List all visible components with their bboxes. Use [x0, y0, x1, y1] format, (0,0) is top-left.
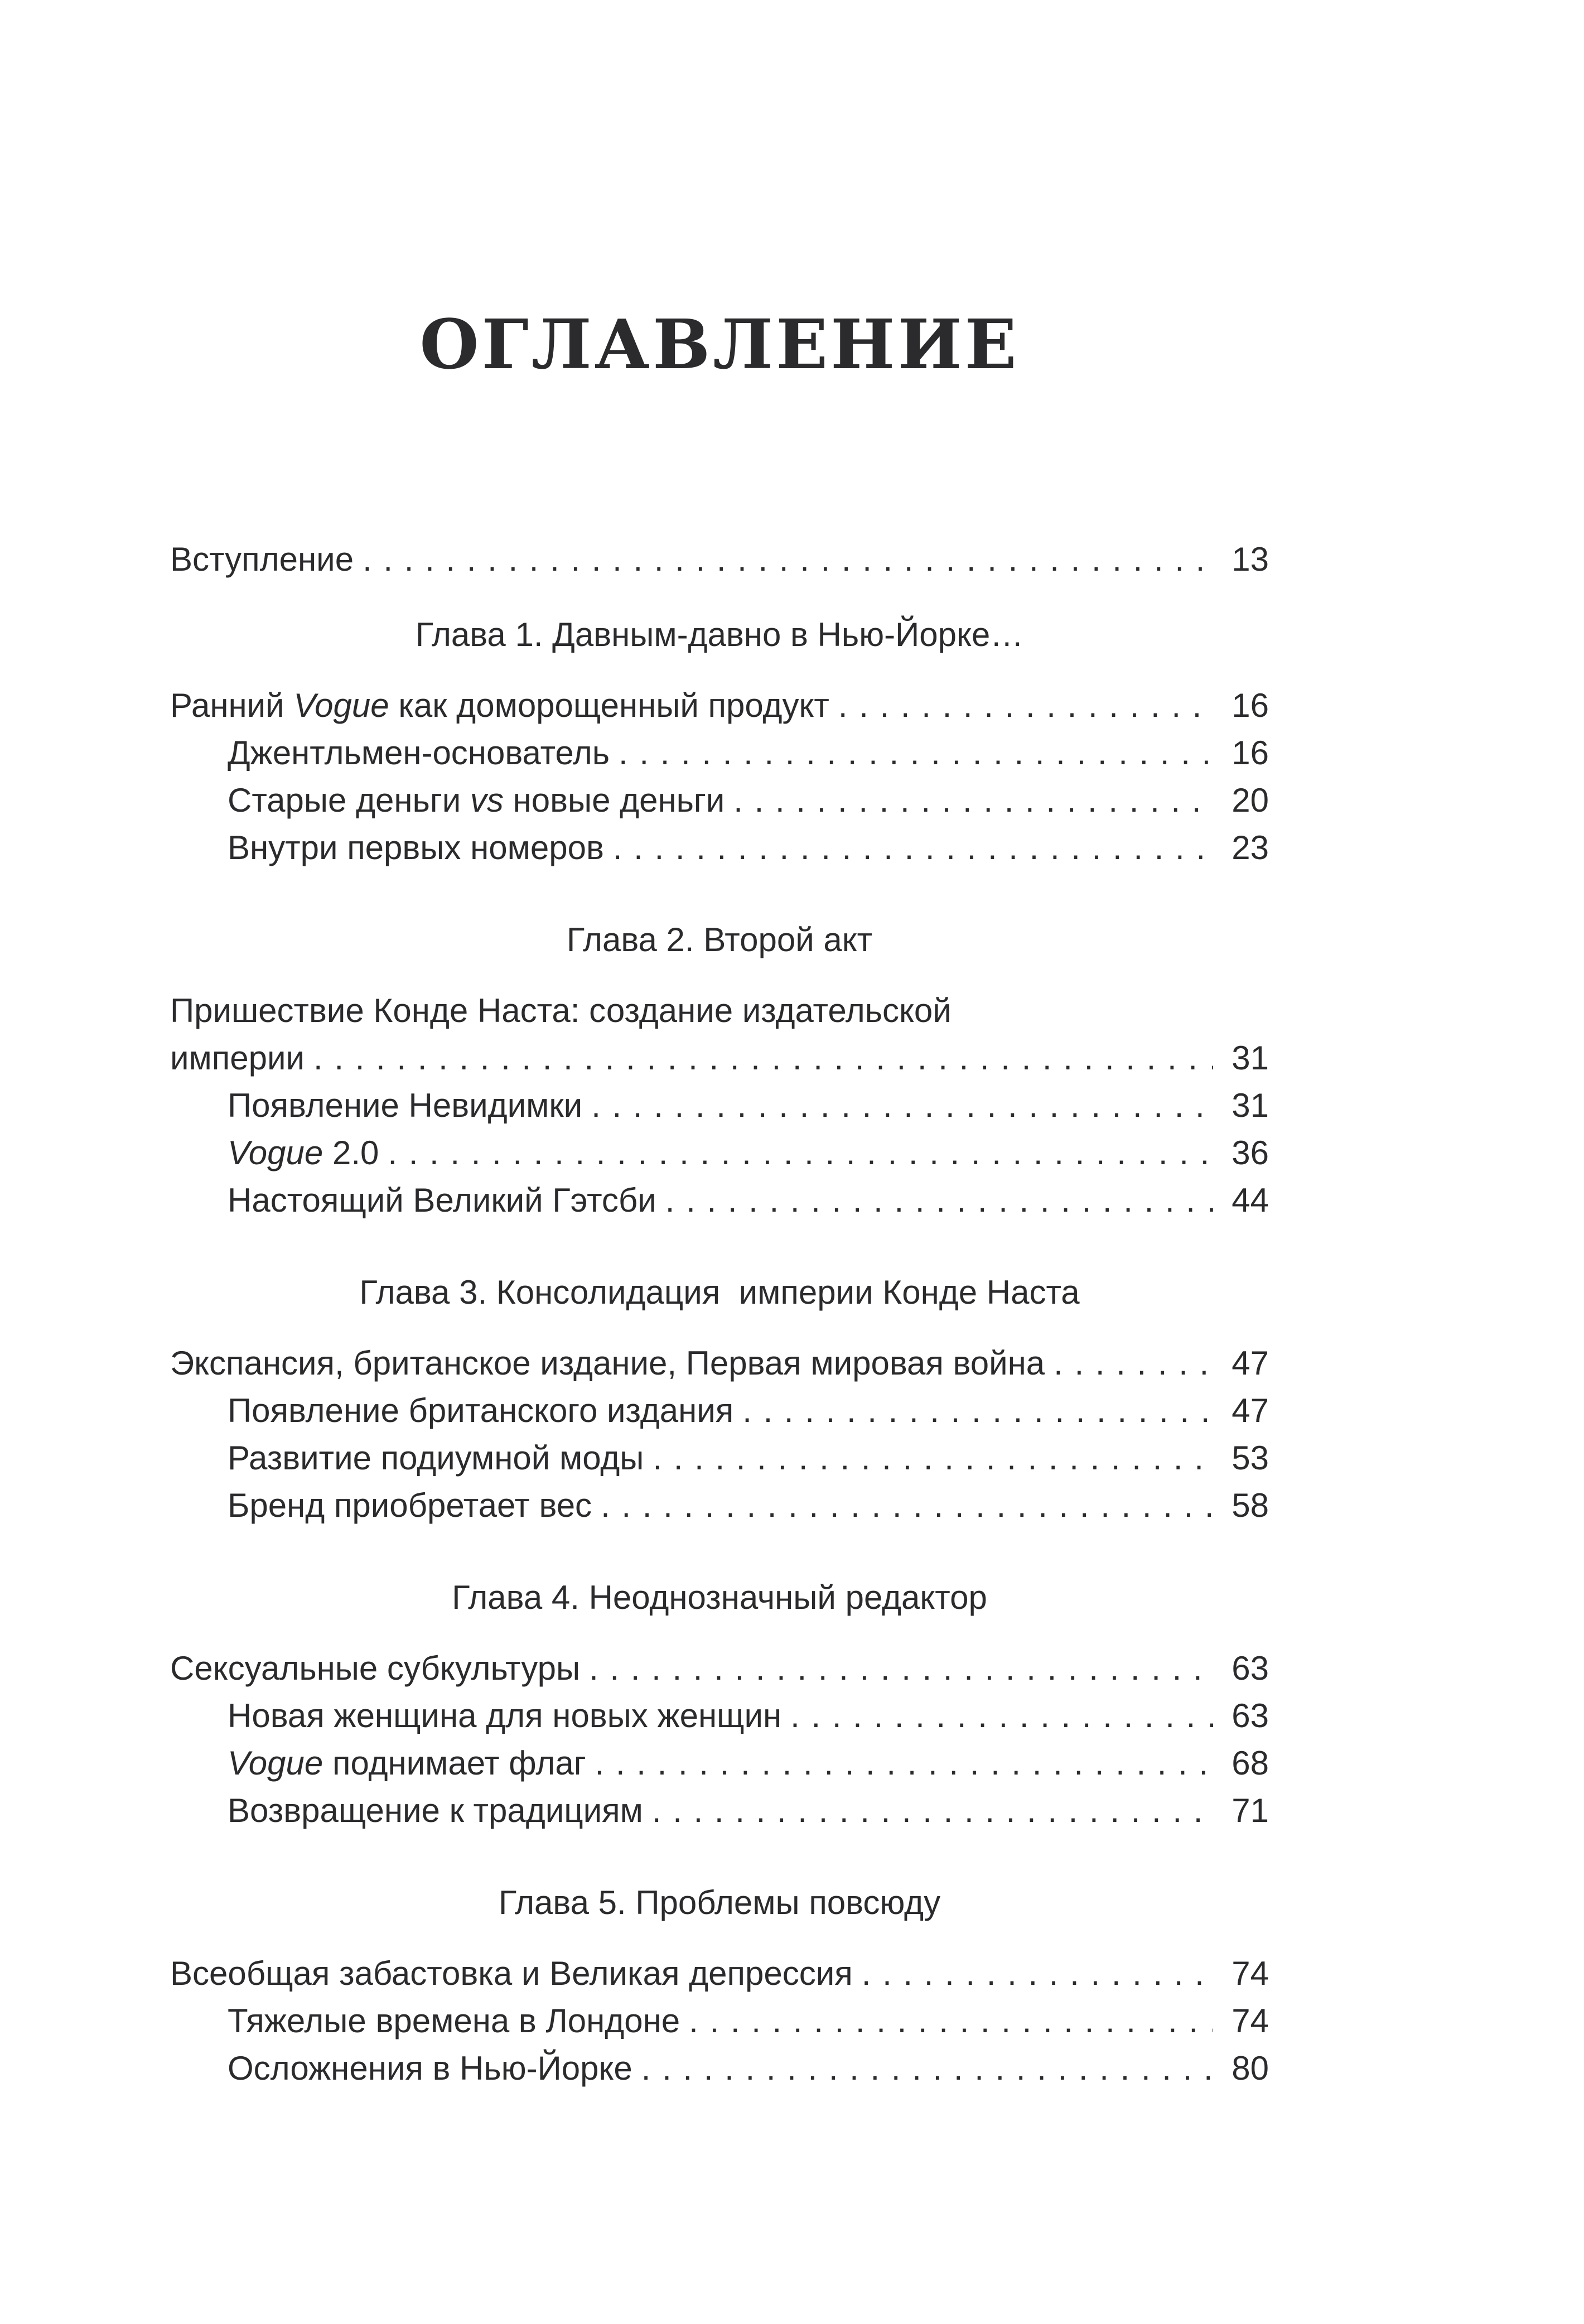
toc-page-number: 74	[1232, 1955, 1269, 1992]
toc-entry-line[interactable]	[170, 987, 1269, 1034]
toc-entry-label: империи . . .	[170, 1034, 1213, 1082]
toc-subentry[interactable]	[170, 1129, 1269, 1177]
toc-entry[interactable]	[170, 1339, 1269, 1387]
toc-entry-label: Новая женщина для новых женщин . . .	[228, 1692, 1213, 1739]
chapter-heading: Глава 2. Второй акт	[566, 921, 873, 958]
toc-entry-label: Сексуальные субкультуры . . .	[170, 1645, 1213, 1692]
page-title: ОГЛАВЛЕНИЕ	[419, 304, 1020, 384]
toc-entry-intro[interactable]	[170, 536, 1269, 583]
toc-entry-label: Пришествие Конде Наста: создание издательской	[170, 992, 952, 1029]
toc-subentry[interactable]	[170, 777, 1269, 824]
toc-entry-label: Всеобщая забастовка и Великая депрессия . . .	[170, 1950, 1213, 1997]
toc-entry-label: Внутри первых номеров . . .	[228, 824, 1213, 871]
toc-entry-label: Появление Невидимки . . .	[228, 1082, 1213, 1129]
toc-page-number: 13	[1232, 541, 1269, 578]
toc-subentry[interactable]	[170, 1739, 1269, 1787]
toc-page-number: 47	[1232, 1392, 1269, 1429]
toc-page-number: 68	[1232, 1744, 1269, 1782]
toc-subentry[interactable]	[170, 824, 1269, 871]
toc-entry-label: Осложнения в Нью-Йорке . . .	[228, 2045, 1213, 2092]
chapter-heading: Глава 1. Давным-давно в Нью-Йорке…	[415, 616, 1024, 653]
toc-subentry[interactable]	[170, 1482, 1269, 1529]
toc-entry[interactable]	[170, 682, 1269, 729]
chapter-heading: Глава 3. Консолидация империи Конде Наста	[359, 1274, 1080, 1311]
toc-subentry[interactable]	[170, 2045, 1269, 2092]
toc-page-number: 23	[1232, 829, 1269, 866]
toc-subentry[interactable]	[170, 1082, 1269, 1129]
toc-page-number: 20	[1232, 782, 1269, 819]
toc-page-number: 63	[1232, 1697, 1269, 1734]
toc-entry-label: Возвращение к традициям . . .	[228, 1787, 1213, 1834]
toc-entry-label: Джентльмен-основатель . . .	[228, 729, 1213, 777]
toc-page-number: 44	[1232, 1182, 1269, 1219]
chapter-heading: Глава 5. Проблемы повсюду	[498, 1884, 941, 1921]
toc-subentry[interactable]	[170, 729, 1269, 777]
toc-subentry[interactable]	[170, 1692, 1269, 1739]
table-of-contents	[170, 536, 1269, 2092]
toc-entry-label: Старые деньги vs новые деньги . . .	[228, 777, 1213, 824]
toc-subentry[interactable]	[170, 1177, 1269, 1224]
toc-page-number: 58	[1232, 1487, 1269, 1524]
toc-page-number: 71	[1232, 1792, 1269, 1829]
toc-entry[interactable]	[170, 1034, 1269, 1082]
toc-entry[interactable]	[170, 1645, 1269, 1692]
toc-entry-label: Vogue поднимает флаг . . .	[228, 1739, 1213, 1787]
toc-entry-label: Экспансия, британское издание, Первая мировая война . . .	[170, 1339, 1213, 1387]
toc-subentry[interactable]	[170, 1787, 1269, 1834]
toc-page-number: 74	[1232, 2002, 1269, 2039]
toc-entry[interactable]	[170, 1950, 1269, 1997]
toc-entry-label: Появление британского издания . . .	[228, 1387, 1213, 1434]
toc-entry-label: Вступление . . .	[170, 536, 1213, 583]
toc-entry-label: Ранний Vogue как доморощенный продукт . . .	[170, 682, 1213, 729]
toc-entry-label: Vogue 2.0 . . .	[228, 1129, 1213, 1177]
toc-entry-label: Тяжелые времена в Лондоне . . .	[228, 1997, 1213, 2045]
toc-page-number: 31	[1232, 1039, 1269, 1077]
toc-page-number: 16	[1232, 734, 1269, 772]
toc-page-number: 36	[1232, 1134, 1269, 1171]
toc-subentry[interactable]	[170, 1434, 1269, 1482]
toc-page-number: 53	[1232, 1439, 1269, 1477]
toc-page-number: 31	[1232, 1087, 1269, 1124]
toc-subentry[interactable]	[170, 1997, 1269, 2045]
chapter-heading: Глава 4. Неоднозначный редактор	[452, 1579, 987, 1616]
toc-subentry[interactable]	[170, 1387, 1269, 1434]
toc-page-number: 80	[1232, 2050, 1269, 2087]
toc-page-number: 47	[1232, 1344, 1269, 1382]
toc-entry-label: Настоящий Великий Гэтсби . . .	[228, 1177, 1213, 1224]
toc-entry-label: Бренд приобретает вес . . .	[228, 1482, 1213, 1529]
toc-page-number: 16	[1232, 687, 1269, 724]
toc-page-number: 63	[1232, 1650, 1269, 1687]
toc-entry-label: Развитие подиумной моды . . .	[228, 1434, 1213, 1482]
